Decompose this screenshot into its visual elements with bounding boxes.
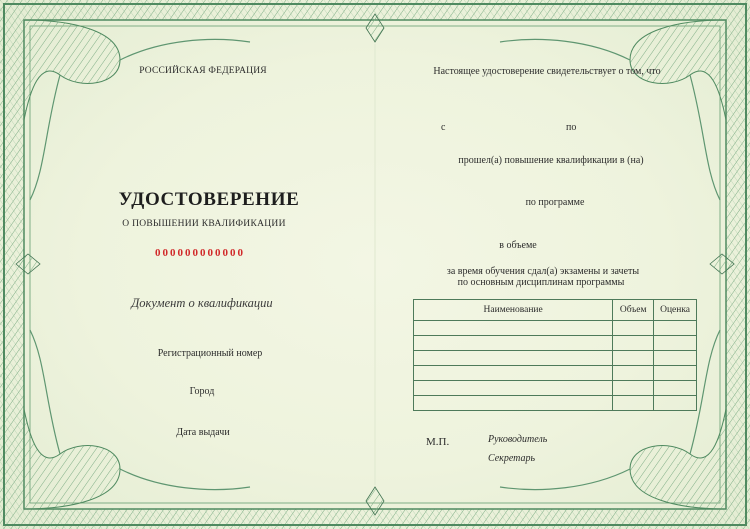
table-row xyxy=(414,366,697,381)
table-row xyxy=(414,336,697,351)
table-cell xyxy=(654,381,697,396)
table-cell xyxy=(613,336,654,351)
table-cell xyxy=(654,321,697,336)
table-cell xyxy=(613,396,654,411)
column-header-name: Наименование xyxy=(414,300,613,321)
certifies-line: Настоящее удостоверение свидетельствует о том, что xyxy=(433,66,661,77)
table-cell xyxy=(414,351,613,366)
head-signature-label: Руководитель xyxy=(488,434,548,445)
table-cell xyxy=(414,381,613,396)
exams-line-2: по основным дисциплинам программы xyxy=(457,277,625,288)
volume-label: в объеме xyxy=(499,240,537,251)
city-label: Город xyxy=(189,386,215,397)
stamp-place-label: М.П. xyxy=(426,436,450,448)
grades-table xyxy=(413,299,697,411)
country-label: РОССИЙСКАЯ ФЕДЕРАЦИЯ xyxy=(139,66,267,76)
registration-number-label: Регистрационный номер xyxy=(157,348,263,359)
table-cell xyxy=(414,336,613,351)
table-row xyxy=(414,396,697,411)
to-label: по xyxy=(566,122,577,133)
from-label: с xyxy=(441,122,446,133)
table-cell xyxy=(414,321,613,336)
table-row xyxy=(414,381,697,396)
document-type: Документ о квалификации xyxy=(131,296,273,310)
table-row xyxy=(414,321,697,336)
table-cell xyxy=(654,396,697,411)
table-cell xyxy=(414,366,613,381)
table-cell xyxy=(613,351,654,366)
exams-line-1: за время обучения сдал(а) экзамены и зачеты xyxy=(446,266,640,277)
table-cell xyxy=(654,351,697,366)
certificate-subtitle: О ПОВЫШЕНИИ КВАЛИФИКАЦИИ xyxy=(122,219,286,229)
issue-date-label: Дата выдачи xyxy=(176,427,230,438)
table-cell xyxy=(613,381,654,396)
table-cell xyxy=(654,336,697,351)
column-header-grade: Оценка xyxy=(654,300,697,321)
passed-qualification-line: прошел(а) повышение квалификации в (на) xyxy=(458,155,644,166)
grades-table-header xyxy=(414,300,697,321)
certificate-title: УДОСТОВЕРЕНИЕ xyxy=(118,189,300,210)
table-cell xyxy=(613,321,654,336)
column-header-volume: Объем xyxy=(613,300,654,321)
certificate-number: 000000000000 xyxy=(155,247,245,259)
table-cell xyxy=(654,366,697,381)
program-label: по программе xyxy=(525,197,585,208)
table-cell xyxy=(414,396,613,411)
table-cell xyxy=(613,366,654,381)
table-row xyxy=(414,351,697,366)
secretary-signature-label: Секретарь xyxy=(488,453,536,464)
